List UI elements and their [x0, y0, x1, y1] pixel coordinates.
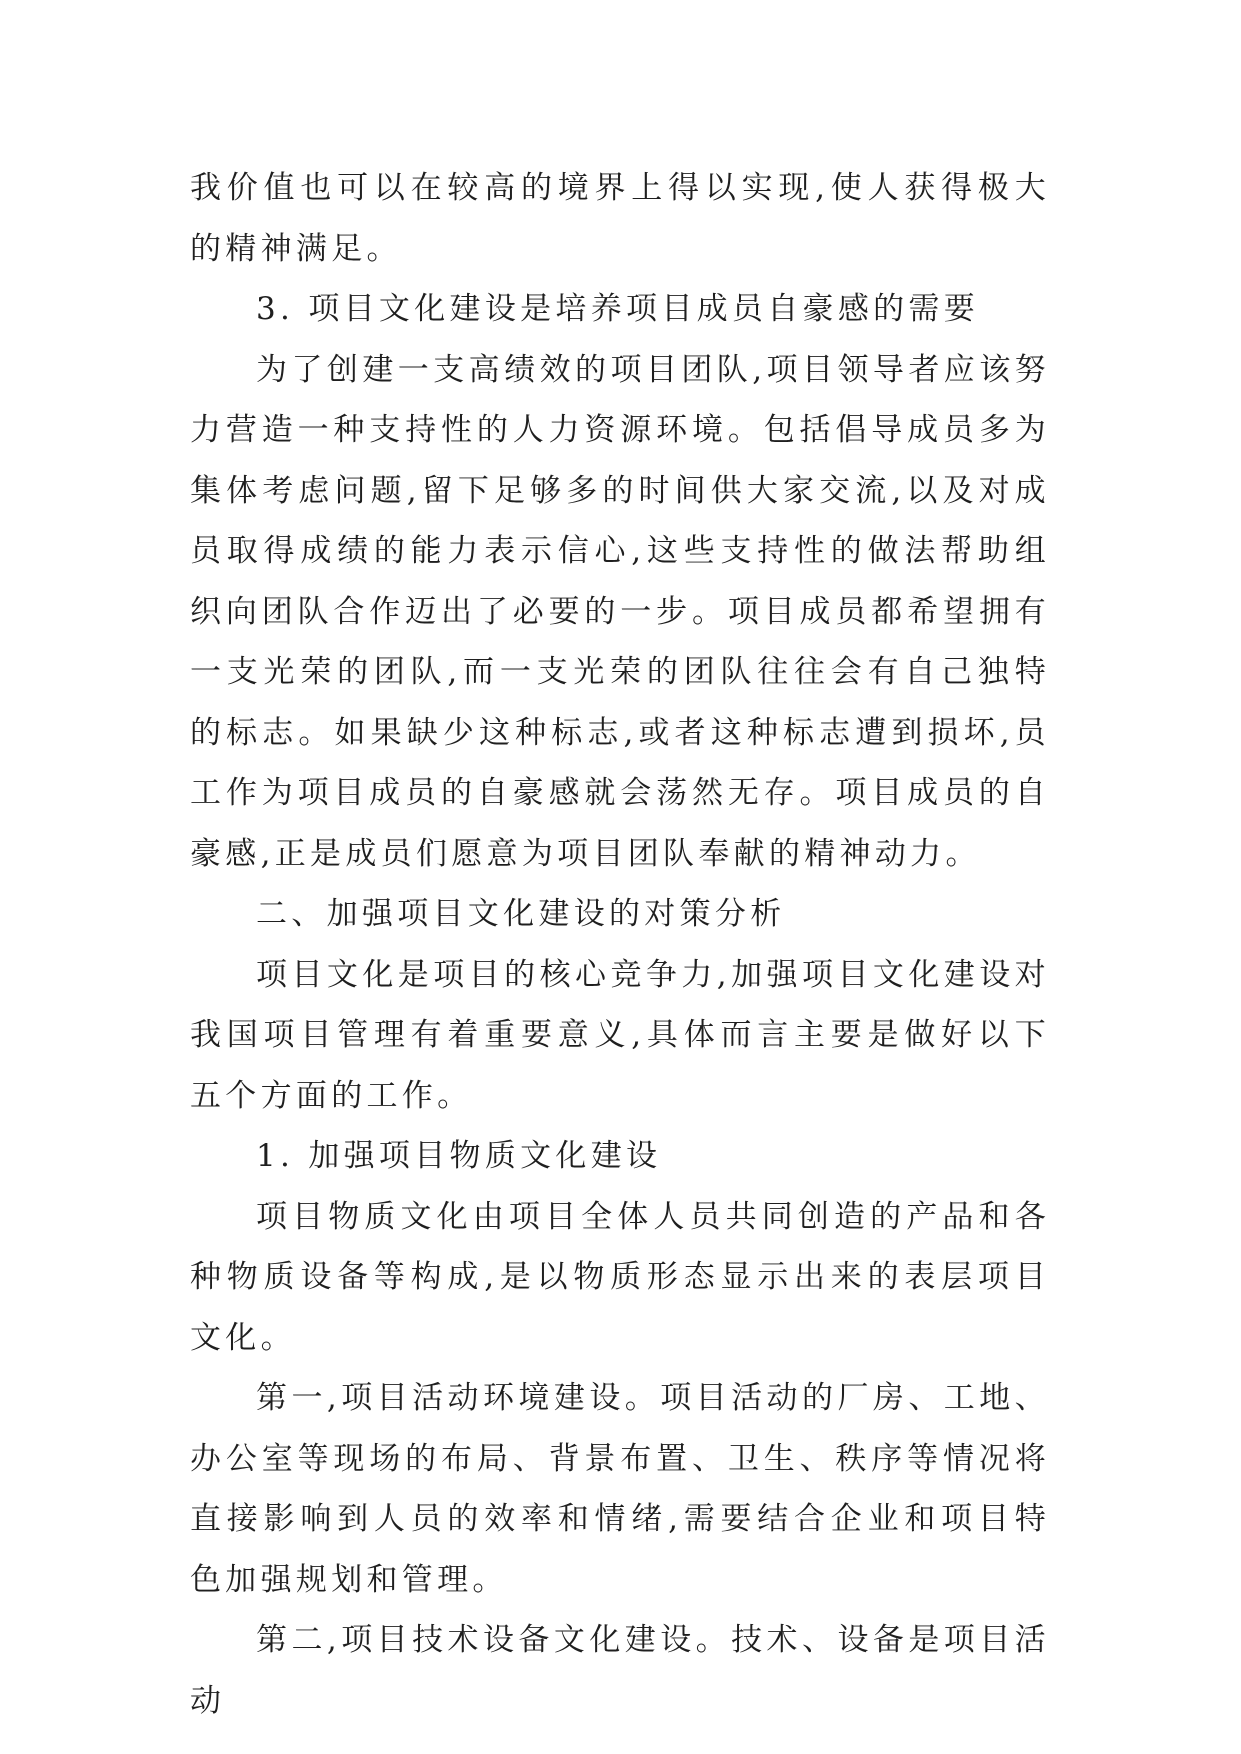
- paragraph-second-technology: 第二,项目技术设备文化建设。技术、设备是项目活动: [190, 1622, 1050, 1719]
- section-heading-two: 二、加强项目文化建设的对策分析: [256, 896, 786, 932]
- paragraph-core-competitiveness: 项目文化是项目的核心竞争力,加强项目文化建设对我国项目管理有着重要意义,具体而言主要是做好以下五个方面的工作。: [190, 956, 1050, 1114]
- section-heading-3: 3. 项目文化建设是培养项目成员自豪感的需要: [256, 291, 980, 327]
- section-heading-1: 1. 加强项目物质文化建设: [256, 1138, 662, 1174]
- paragraph-first-environment: 第一,项目活动环境建设。项目活动的厂房、工地、办公室等现场的布局、背景布置、卫生、秩序等情况将直接影响到人员的效率和情绪,需要结合企业和项目特色加强规划和管理。: [190, 1380, 1050, 1598]
- paragraph-continuation: 我价值也可以在较高的境界上得以实现,使人获得极大的精神满足。: [190, 170, 1050, 267]
- paragraph-material-culture: 项目物质文化由项目全体人员共同创造的产品和各种物质设备等构成,是以物质形态显示出来的表层项目文化。: [190, 1198, 1050, 1356]
- paragraph-team-pride: 为了创建一支高绩效的项目团队,项目领导者应该努力营造一种支持性的人力资源环境。包括倡导成员多为集体考虑问题,留下足够多的时间供大家交流,以及对成员取得成绩的能力表示信心,这些支持性的做法帮助组织向团队合作迈出了必要的一步。项目成员都希望拥有一支光荣的团队,而一支光荣的团队往往会有自己独特的标志。如果缺少这种标志,或者这种标志遭到损坏,员工作为项目成员的自豪感就会荡然无存。项目成员的自豪感,正是成员们愿意为项目团队奉献的精神动力。: [190, 351, 1050, 872]
- document-body: [190, 158, 1050, 1731]
